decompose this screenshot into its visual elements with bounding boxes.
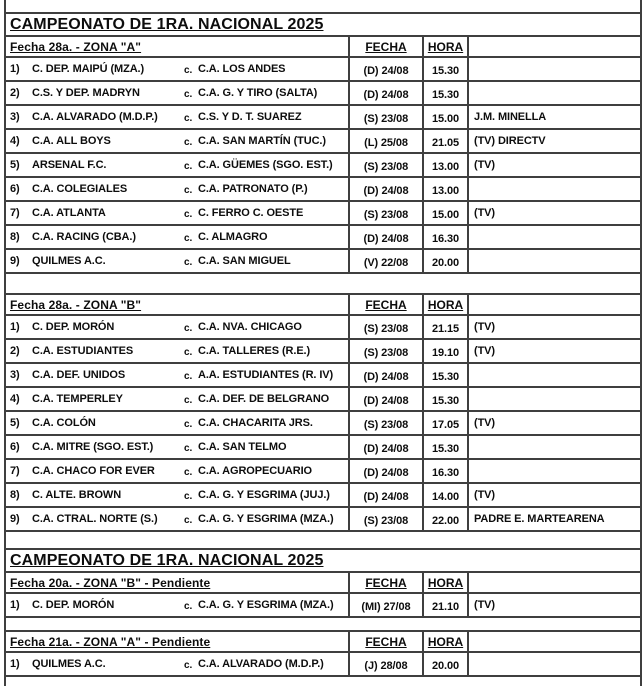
match-row bbox=[6, 106, 640, 130]
match-note-cell bbox=[467, 484, 640, 506]
fecha-header-text: FECHA bbox=[365, 575, 407, 590]
hora-header-text: HORA bbox=[427, 575, 464, 590]
match-time: 21.05 bbox=[431, 136, 460, 149]
versus-label: c. bbox=[184, 136, 193, 148]
match-number: 6) bbox=[10, 183, 20, 195]
match-time-cell bbox=[422, 340, 467, 362]
match-time: 22.00 bbox=[431, 514, 460, 527]
match-row bbox=[6, 653, 640, 677]
away-team: C.A. LOS ANDES bbox=[198, 63, 286, 75]
match-date-cell bbox=[348, 653, 422, 675]
match-date: (S) 23/08 bbox=[363, 208, 409, 221]
match-teams-cell bbox=[6, 594, 348, 616]
match-row bbox=[6, 436, 640, 460]
home-team: C.A. COLEGIALES bbox=[32, 183, 128, 195]
match-date: (MI) 27/08 bbox=[361, 600, 411, 613]
away-team: C.A. SAN TELMO bbox=[198, 441, 287, 453]
match-time-cell bbox=[422, 178, 467, 200]
match-time: 13.00 bbox=[431, 160, 460, 173]
section-header-label-cell bbox=[6, 632, 348, 651]
versus-label: c. bbox=[184, 322, 193, 334]
away-team: C.A. G. Y TIRO (SALTA) bbox=[198, 87, 318, 99]
match-row bbox=[6, 58, 640, 82]
home-team: C.A. ALVARADO (M.D.P.) bbox=[32, 111, 158, 123]
fecha-column-header bbox=[348, 632, 422, 651]
match-teams-cell bbox=[6, 412, 348, 434]
match-time: 15.30 bbox=[431, 64, 460, 77]
fecha-header-text: FECHA bbox=[365, 634, 407, 649]
match-note-cell bbox=[467, 130, 640, 152]
match-number: 3) bbox=[10, 111, 20, 123]
match-date-cell bbox=[348, 436, 422, 458]
home-team: C.S. Y DEP. MADRYN bbox=[32, 87, 140, 99]
match-teams-cell bbox=[6, 484, 348, 506]
match-note-cell bbox=[467, 82, 640, 104]
away-team: C.S. Y D. T. SUAREZ bbox=[198, 111, 302, 123]
match-note-cell bbox=[467, 178, 640, 200]
fecha-header-text: FECHA bbox=[365, 297, 407, 312]
match-time: 15.30 bbox=[431, 370, 460, 383]
hora-column-header bbox=[422, 37, 467, 56]
away-team: C. FERRO C. OESTE bbox=[198, 207, 304, 219]
match-number: 1) bbox=[10, 63, 20, 75]
match-time-cell bbox=[422, 58, 467, 80]
match-teams-cell bbox=[6, 508, 348, 530]
section-header-row bbox=[6, 295, 640, 316]
fecha-column-header bbox=[348, 37, 422, 56]
match-note: (TV) bbox=[474, 599, 495, 611]
match-time-cell bbox=[422, 154, 467, 176]
home-team: C.A. COLÓN bbox=[32, 417, 96, 429]
match-teams-cell bbox=[6, 130, 348, 152]
away-team: C.A. AGROPECUARIO bbox=[198, 465, 313, 477]
document-title-row bbox=[6, 14, 640, 37]
hora-column-header bbox=[422, 632, 467, 651]
match-time-cell bbox=[422, 412, 467, 434]
match-time: 15.30 bbox=[431, 442, 460, 455]
match-note: (TV) bbox=[474, 321, 495, 333]
home-team: ARSENAL F.C. bbox=[32, 159, 107, 171]
match-time: 13.00 bbox=[431, 184, 460, 197]
versus-label: c. bbox=[184, 600, 193, 612]
match-number: 1) bbox=[10, 658, 20, 670]
match-time: 15.30 bbox=[431, 394, 460, 407]
match-number: 6) bbox=[10, 441, 20, 453]
match-time: 15.00 bbox=[431, 208, 460, 221]
hora-header-text: HORA bbox=[427, 39, 464, 54]
match-note-cell bbox=[467, 364, 640, 386]
match-date-cell bbox=[348, 154, 422, 176]
match-note: PADRE E. MARTEARENA bbox=[474, 513, 605, 525]
match-time: 17.05 bbox=[431, 418, 460, 431]
match-note-cell bbox=[467, 106, 640, 128]
section-gap-row bbox=[6, 618, 640, 632]
match-date: (S) 23/08 bbox=[363, 514, 409, 527]
match-note-cell bbox=[467, 388, 640, 410]
match-date: (D) 24/08 bbox=[363, 442, 409, 455]
match-date: (D) 24/08 bbox=[363, 466, 409, 479]
match-time-cell bbox=[422, 594, 467, 616]
match-time: 21.10 bbox=[431, 600, 460, 613]
match-date-cell bbox=[348, 340, 422, 362]
versus-label: c. bbox=[184, 659, 193, 671]
section-header-label: Fecha 28a. - ZONA "A" bbox=[10, 39, 142, 54]
versus-label: c. bbox=[184, 346, 193, 358]
match-note-cell bbox=[467, 653, 640, 675]
match-row bbox=[6, 340, 640, 364]
home-team: C. DEP. MAIPÚ (MZA.) bbox=[32, 63, 145, 75]
match-date-cell bbox=[348, 202, 422, 224]
match-note-cell bbox=[467, 58, 640, 80]
match-note: (TV) bbox=[474, 345, 495, 357]
match-row bbox=[6, 82, 640, 106]
match-teams-cell bbox=[6, 340, 348, 362]
match-row bbox=[6, 508, 640, 532]
match-note-cell bbox=[467, 250, 640, 272]
notes-column-header bbox=[467, 573, 640, 592]
home-team: C.A. ATLANTA bbox=[32, 207, 106, 219]
match-number: 4) bbox=[10, 135, 20, 147]
notes-column-header bbox=[467, 295, 640, 314]
hora-header-text: HORA bbox=[427, 297, 464, 312]
match-number: 1) bbox=[10, 321, 20, 333]
section-gap-row bbox=[6, 274, 640, 295]
fecha-column-header bbox=[348, 295, 422, 314]
fixture-sheet bbox=[4, 0, 642, 686]
match-row bbox=[6, 226, 640, 250]
match-time: 14.00 bbox=[431, 490, 460, 503]
versus-label: c. bbox=[184, 184, 193, 196]
notes-column-header bbox=[467, 37, 640, 56]
away-team: C.A. GÜEMES (SGO. EST.) bbox=[198, 159, 333, 171]
away-team: C.A. NVA. CHICAGO bbox=[198, 321, 302, 333]
match-date-cell bbox=[348, 484, 422, 506]
match-teams-cell bbox=[6, 436, 348, 458]
match-number: 5) bbox=[10, 417, 20, 429]
match-date-cell bbox=[348, 508, 422, 530]
match-note-cell bbox=[467, 412, 640, 434]
away-team: C.A. G. Y ESGRIMA (JUJ.) bbox=[198, 489, 330, 501]
match-row bbox=[6, 250, 640, 274]
cropped-row-bottom bbox=[6, 677, 640, 686]
match-date: (D) 24/08 bbox=[363, 394, 409, 407]
match-date-cell bbox=[348, 316, 422, 338]
match-time-cell bbox=[422, 484, 467, 506]
section-header-label: Fecha 21a. - ZONA "A" - Pendiente bbox=[10, 634, 211, 649]
match-time-cell bbox=[422, 106, 467, 128]
match-note: (TV) bbox=[474, 159, 495, 171]
home-team: C.A. RACING (CBA.) bbox=[32, 231, 136, 243]
match-note-cell bbox=[467, 226, 640, 248]
home-team: C.A. CTRAL. NORTE (S.) bbox=[32, 513, 158, 525]
match-row bbox=[6, 460, 640, 484]
versus-label: c. bbox=[184, 370, 193, 382]
match-note-cell bbox=[467, 460, 640, 482]
match-note-cell bbox=[467, 154, 640, 176]
fecha-header-text: FECHA bbox=[365, 39, 407, 54]
match-note-cell bbox=[467, 202, 640, 224]
match-time: 15.00 bbox=[431, 112, 460, 125]
match-date: (J) 28/08 bbox=[364, 659, 408, 672]
match-date-cell bbox=[348, 178, 422, 200]
match-date: (D) 24/08 bbox=[363, 370, 409, 383]
match-date: (D) 24/08 bbox=[363, 490, 409, 503]
match-teams-cell bbox=[6, 388, 348, 410]
match-teams-cell bbox=[6, 82, 348, 104]
match-teams-cell bbox=[6, 58, 348, 80]
match-time-cell bbox=[422, 316, 467, 338]
home-team: C. ALTE. BROWN bbox=[32, 489, 122, 501]
match-time-cell bbox=[422, 436, 467, 458]
match-note-cell bbox=[467, 436, 640, 458]
match-number: 7) bbox=[10, 465, 20, 477]
versus-label: c. bbox=[184, 514, 193, 526]
home-team: C.A. MITRE (SGO. EST.) bbox=[32, 441, 154, 453]
match-number: 8) bbox=[10, 489, 20, 501]
match-time: 20.00 bbox=[431, 256, 460, 269]
home-team: QUILMES A.C. bbox=[32, 255, 106, 267]
match-time-cell bbox=[422, 82, 467, 104]
match-row bbox=[6, 484, 640, 508]
match-row bbox=[6, 154, 640, 178]
match-time: 21.15 bbox=[431, 322, 460, 335]
section-gap-row bbox=[6, 532, 640, 550]
match-row bbox=[6, 412, 640, 436]
match-note-cell bbox=[467, 594, 640, 616]
match-row bbox=[6, 202, 640, 226]
match-date: (S) 23/08 bbox=[363, 160, 409, 173]
home-team: C.A. ALL BOYS bbox=[32, 135, 111, 147]
match-teams-cell bbox=[6, 250, 348, 272]
home-team: C. DEP. MORÓN bbox=[32, 599, 115, 611]
match-number: 3) bbox=[10, 369, 20, 381]
section-header-label-cell bbox=[6, 37, 348, 56]
match-number: 9) bbox=[10, 255, 20, 267]
section-header-row bbox=[6, 573, 640, 594]
match-teams-cell bbox=[6, 316, 348, 338]
match-number: 7) bbox=[10, 207, 20, 219]
match-note: (TV) bbox=[474, 417, 495, 429]
versus-label: c. bbox=[184, 394, 193, 406]
away-team: C.A. SAN MARTÍN (TUC.) bbox=[198, 135, 326, 147]
match-row bbox=[6, 316, 640, 340]
match-date: (V) 22/08 bbox=[363, 256, 409, 269]
versus-label: c. bbox=[184, 208, 193, 220]
match-number: 2) bbox=[10, 87, 20, 99]
versus-label: c. bbox=[184, 160, 193, 172]
match-date-cell bbox=[348, 106, 422, 128]
document-title: CAMPEONATO DE 1RA. NACIONAL 2025 bbox=[10, 15, 324, 33]
match-note: (TV) DIRECTV bbox=[474, 135, 546, 147]
match-teams-cell bbox=[6, 202, 348, 224]
match-note-cell bbox=[467, 508, 640, 530]
match-teams-cell bbox=[6, 106, 348, 128]
match-number: 2) bbox=[10, 345, 20, 357]
match-teams-cell bbox=[6, 178, 348, 200]
versus-label: c. bbox=[184, 64, 193, 76]
home-team: C.A. CHACO FOR EVER bbox=[32, 465, 155, 477]
match-teams-cell bbox=[6, 364, 348, 386]
document-title: CAMPEONATO DE 1RA. NACIONAL 2025 bbox=[10, 551, 324, 569]
versus-label: c. bbox=[184, 490, 193, 502]
home-team: QUILMES A.C. bbox=[32, 658, 106, 670]
section-header-label: Fecha 28a. - ZONA "B" bbox=[10, 297, 142, 312]
match-teams-cell bbox=[6, 154, 348, 176]
match-date: (S) 23/08 bbox=[363, 112, 409, 125]
away-team: C.A. CHACARITA JRS. bbox=[198, 417, 313, 429]
match-date: (S) 23/08 bbox=[363, 418, 409, 431]
match-number: 1) bbox=[10, 599, 20, 611]
cropped-row-top bbox=[6, 0, 640, 14]
match-number: 5) bbox=[10, 159, 20, 171]
match-row bbox=[6, 130, 640, 154]
match-date-cell bbox=[348, 226, 422, 248]
away-team: C.A. G. Y ESGRIMA (MZA.) bbox=[198, 599, 334, 611]
away-team: A.A. ESTUDIANTES (R. IV) bbox=[198, 369, 334, 381]
away-team: C.A. DEF. DE BELGRANO bbox=[198, 393, 330, 405]
match-note: (TV) bbox=[474, 207, 495, 219]
notes-column-header bbox=[467, 632, 640, 651]
versus-label: c. bbox=[184, 442, 193, 454]
match-note: J.M. MINELLA bbox=[474, 111, 547, 123]
match-time-cell bbox=[422, 388, 467, 410]
match-date-cell bbox=[348, 412, 422, 434]
away-team: C.A. PATRONATO (P.) bbox=[198, 183, 308, 195]
match-time-cell bbox=[422, 508, 467, 530]
match-time: 20.00 bbox=[431, 659, 460, 672]
home-team: C.A. DEF. UNIDOS bbox=[32, 369, 126, 381]
versus-label: c. bbox=[184, 88, 193, 100]
match-time-cell bbox=[422, 202, 467, 224]
hora-header-text: HORA bbox=[427, 634, 464, 649]
match-note-cell bbox=[467, 340, 640, 362]
match-time: 16.30 bbox=[431, 466, 460, 479]
match-date: (D) 24/08 bbox=[363, 232, 409, 245]
match-date: (D) 24/08 bbox=[363, 184, 409, 197]
match-date: (S) 23/08 bbox=[363, 346, 409, 359]
home-team: C.A. TEMPERLEY bbox=[32, 393, 123, 405]
match-time-cell bbox=[422, 653, 467, 675]
match-time: 19.10 bbox=[431, 346, 460, 359]
match-date-cell bbox=[348, 388, 422, 410]
away-team: C.A. TALLERES (R.E.) bbox=[198, 345, 311, 357]
section-header-label-cell bbox=[6, 295, 348, 314]
match-teams-cell bbox=[6, 653, 348, 675]
match-date: (S) 23/08 bbox=[363, 322, 409, 335]
match-date: (D) 24/08 bbox=[363, 64, 409, 77]
home-team: C.A. ESTUDIANTES bbox=[32, 345, 134, 357]
section-header-row bbox=[6, 632, 640, 653]
match-time: 16.30 bbox=[431, 232, 460, 245]
match-date: (L) 25/08 bbox=[364, 136, 408, 149]
match-time-cell bbox=[422, 130, 467, 152]
match-number: 9) bbox=[10, 513, 20, 525]
match-row bbox=[6, 388, 640, 412]
away-team: C.A. ALVARADO (M.D.P.) bbox=[198, 658, 324, 670]
versus-label: c. bbox=[184, 232, 193, 244]
fecha-column-header bbox=[348, 573, 422, 592]
match-time-cell bbox=[422, 226, 467, 248]
match-time-cell bbox=[422, 460, 467, 482]
match-time-cell bbox=[422, 250, 467, 272]
match-date-cell bbox=[348, 364, 422, 386]
match-note: (TV) bbox=[474, 489, 495, 501]
match-note-cell bbox=[467, 316, 640, 338]
match-date: (D) 24/08 bbox=[363, 88, 409, 101]
home-team: C. DEP. MORÓN bbox=[32, 321, 115, 333]
section-header-row bbox=[6, 37, 640, 58]
versus-label: c. bbox=[184, 256, 193, 268]
away-team: C.A. G. Y ESGRIMA (MZA.) bbox=[198, 513, 334, 525]
match-time: 15.30 bbox=[431, 88, 460, 101]
match-teams-cell bbox=[6, 226, 348, 248]
match-row bbox=[6, 594, 640, 618]
match-teams-cell bbox=[6, 460, 348, 482]
match-row bbox=[6, 364, 640, 388]
match-date-cell bbox=[348, 250, 422, 272]
section-header-label-cell bbox=[6, 573, 348, 592]
match-time-cell bbox=[422, 364, 467, 386]
section-header-label: Fecha 20a. - ZONA "B" - Pendiente bbox=[10, 575, 211, 590]
away-team: C.A. SAN MIGUEL bbox=[198, 255, 291, 267]
document-title-row bbox=[6, 550, 640, 573]
match-number: 8) bbox=[10, 231, 20, 243]
hora-column-header bbox=[422, 573, 467, 592]
versus-label: c. bbox=[184, 418, 193, 430]
versus-label: c. bbox=[184, 112, 193, 124]
match-date-cell bbox=[348, 460, 422, 482]
match-date-cell bbox=[348, 130, 422, 152]
versus-label: c. bbox=[184, 466, 193, 478]
hora-column-header bbox=[422, 295, 467, 314]
match-date-cell bbox=[348, 58, 422, 80]
match-number: 4) bbox=[10, 393, 20, 405]
match-date-cell bbox=[348, 82, 422, 104]
match-row bbox=[6, 178, 640, 202]
away-team: C. ALMAGRO bbox=[198, 231, 268, 243]
match-date-cell bbox=[348, 594, 422, 616]
